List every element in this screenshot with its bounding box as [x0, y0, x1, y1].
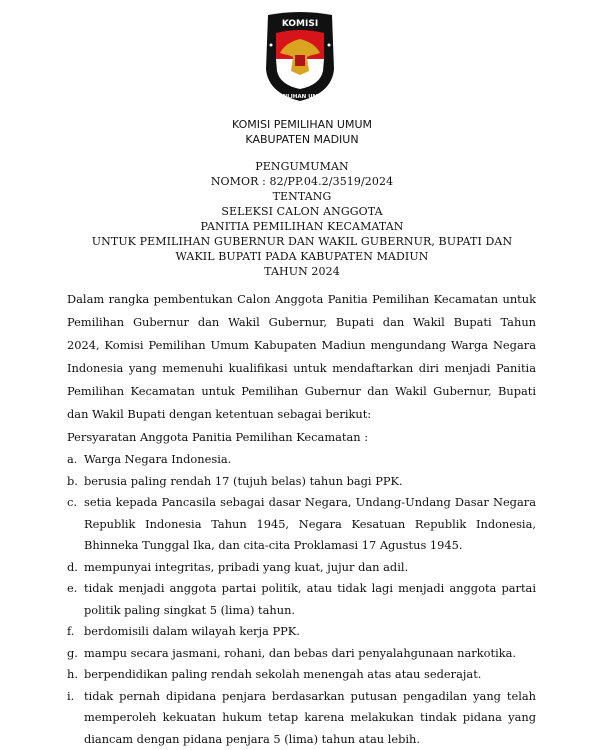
intro-paragraph [67, 288, 536, 426]
item-text-line: setia kepada Pancasila sebagai dasar Negara, Undang-Undang Dasar Negara [84, 492, 536, 514]
item-text-line: politik paling singkat 5 (lima) tahun. [84, 600, 536, 622]
item-label: h. [67, 664, 78, 686]
intro-line: Pemilihan Gubernur dan Wakil Gubernur, Bupati dan Wakil Bupati Tahun [67, 311, 536, 334]
item-text-line: mempunyai integritas, pribadi yang kuat, jujur dan adil. [84, 557, 536, 579]
intro-line: dan Wakil Bupati dengan ketentuan sebagai berikut: [67, 403, 536, 426]
title-line: TAHUN 2024 [0, 264, 604, 279]
item-text-line: Republik Indonesia Tahun 1945, Negara Kesatuan Republik Indonesia, [84, 514, 536, 536]
organization-header [0, 117, 604, 147]
item-text-line: Warga Negara Indonesia. [84, 449, 536, 471]
title-line: SELEKSI CALON ANGGOTA [0, 204, 604, 219]
kpu-logo [262, 11, 338, 103]
org-region: KABUPATEN MADIUN [0, 132, 604, 147]
requirements-list [67, 449, 536, 750]
intro-line: Pemilihan Kecamatan untuk Pemilihan Gubernur dan Wakil Gubernur, Bupati [67, 380, 536, 403]
item-text-line: berusia paling rendah 17 (tujuh belas) tahun bagi PPK. [84, 471, 536, 493]
title-line: NOMOR : 82/PP.04.2/3519/2024 [0, 174, 604, 189]
item-text-line: tidak menjadi anggota partai politik, atau tidak lagi menjadi anggota partai [84, 578, 536, 600]
item-label: g. [67, 643, 78, 665]
requirement-item [67, 643, 536, 665]
item-label: e. [67, 578, 77, 600]
requirement-item [67, 621, 536, 643]
requirement-item [67, 449, 536, 471]
item-text-line: berdomisili dalam wilayah kerja PPK. [84, 621, 536, 643]
intro-line: Indonesia yang memenuhi kualifikasi untuk mendaftarkan diri menjadi Panitia [67, 357, 536, 380]
announcement-body [67, 288, 536, 750]
requirement-item [67, 578, 536, 621]
svg-text:PEMILIHAN UMUM: PEMILIHAN UMUM [272, 94, 328, 100]
item-label: a. [67, 449, 77, 471]
item-label: i. [67, 686, 74, 708]
svg-text:KOMISI: KOMISI [282, 19, 318, 29]
intro-line: 2024, Komisi Pemilihan Umum Kabupaten Madiun mengundang Warga Negara [67, 334, 536, 357]
announcement-title [0, 159, 604, 279]
requirement-item [67, 471, 536, 493]
requirement-item [67, 492, 536, 557]
org-name: KOMISI PEMILIHAN UMUM [0, 117, 604, 132]
item-text-line: Bhinneka Tunggal Ika, dan cita-cita Proklamasi 17 Agustus 1945. [84, 535, 536, 557]
item-label: b. [67, 471, 78, 493]
requirement-item [67, 664, 536, 686]
title-line: WAKIL BUPATI PADA KABUPATEN MADIUN [0, 249, 604, 264]
item-text-line: memperoleh kekuatan hukum tetap karena melakukan tindak pidana yang [84, 707, 536, 729]
item-text-line: mampu secara jasmani, rohani, dan bebas dari penyalahgunaan narkotika. [84, 643, 536, 665]
title-line: PANITIA PEMILIHAN KECAMATAN [0, 219, 604, 234]
title-line: TENTANG [0, 189, 604, 204]
requirement-item [67, 686, 536, 750]
item-label: f. [67, 621, 74, 643]
title-line: UNTUK PEMILIHAN GUBERNUR DAN WAKIL GUBERNUR, BUPATI DAN [0, 234, 604, 249]
requirements-heading: Persyaratan Anggota Panitia Pemilihan Kecamatan : [67, 426, 536, 449]
requirement-item [67, 557, 536, 579]
title-line: PENGUMUMAN [0, 159, 604, 174]
item-text-line: diancam dengan pidana penjara 5 (lima) tahun atau lebih. [84, 729, 536, 750]
item-text-line: berpendidikan paling rendah sekolah menengah atas atau sederajat. [84, 664, 536, 686]
item-label: c. [67, 492, 77, 514]
intro-line: Dalam rangka pembentukan Calon Anggota Panitia Pemilihan Kecamatan untuk [67, 288, 536, 311]
item-label: d. [67, 557, 78, 579]
item-text-line: tidak pernah dipidana penjara berdasarkan putusan pengadilan yang telah [84, 686, 536, 708]
